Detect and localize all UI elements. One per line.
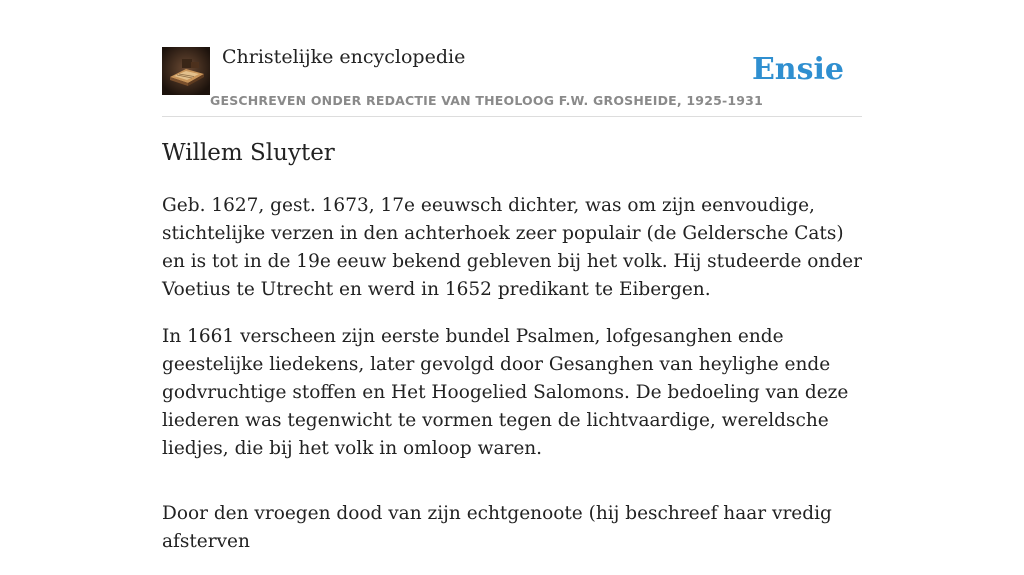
- page-container: [162, 0, 862, 552]
- article-paragraph: Door den vroegen dood van zijn echtgenoote (hij beschreef haar vredig afsterven: [162, 503, 832, 552]
- brand-logo-link[interactable]: Ensie: [751, 52, 844, 87]
- site-avatar[interactable]: [162, 47, 210, 95]
- site-title[interactable]: Christelijke encyclopedie: [222, 46, 466, 68]
- site-subtitle: GESCHREVEN ONDER REDACTIE VAN THEOLOOG F.W. GROSHEIDE, 1925-1931: [210, 93, 763, 108]
- site-header: [162, 0, 862, 117]
- article-body: [162, 192, 862, 575]
- book-photo-avatar-icon: [162, 47, 210, 95]
- article-paragraph: In 1661 verscheen zijn eerste bundel Psalmen, lofgesanghen ende geestelijke liedekens, later gevolgd door Gesanghen van heylighe ende godvruchtige stoffen en Het Hoogelied Salomons. De bedoeling van deze liederen was tegenwicht te vormen tegen de lichtvaardige, wereldsche liedjes, die bij het volk in omloop waren.: [162, 326, 849, 459]
- article-title: Willem Sluyter: [162, 140, 335, 166]
- article-paragraph: Geb. 1627, gest. 1673, 17e eeuwsch dichter, was om zijn eenvoudige, stichtelijke verzen in den achterhoek zeer populair (de Geldersche Cats) en is tot in de 19e eeuw bekend gebleven bij het volk. Hij studeerde onder Voetius te Utrecht en werd in 1652 predikant te Eibergen.: [162, 195, 862, 300]
